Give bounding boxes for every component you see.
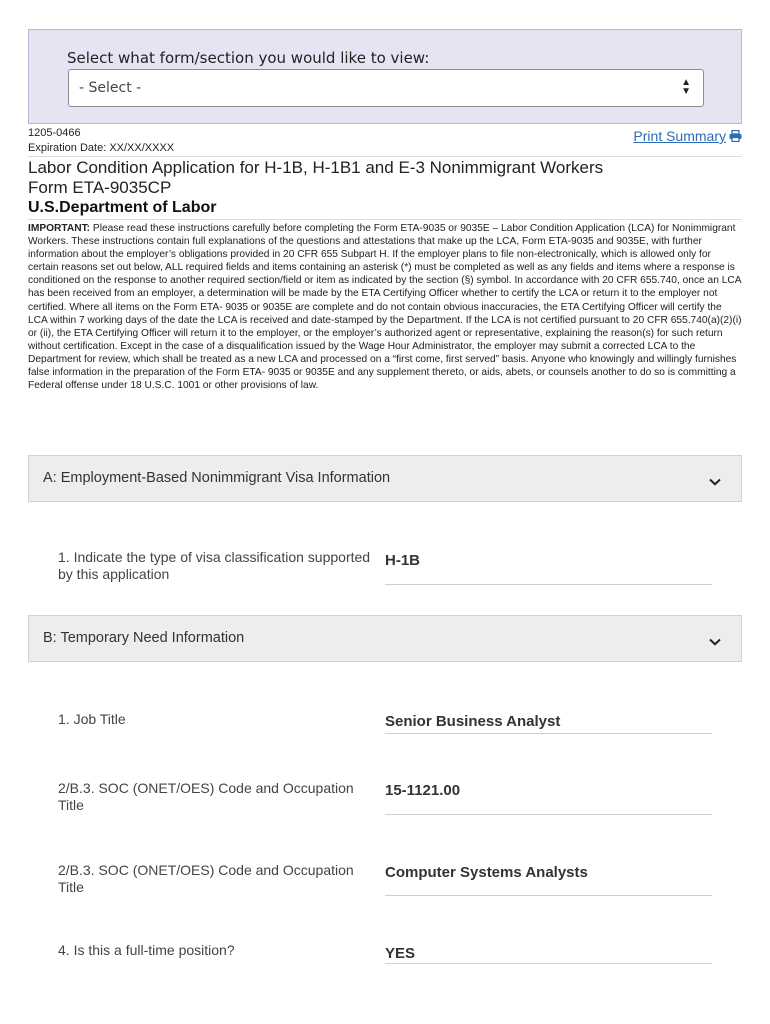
field-underline bbox=[385, 584, 712, 585]
notice-text: Please read these instructions carefully before completing the Form ETA-9035 or 9035E – Labor Condition Application (LCA) for Nonimmigrant Workers. These instructions contain full explanations of the questions and attestations that make up the LCA, Form ETA-9035 and 9035E, with further information about the employer’s obligations provided in 20 CFR 655 Subpart H. If the employer plans to file non-electronically, which is allowed only for certain reasons set out below, ALL required fields and items containing an asterisk (*) must be completed as well as any fields and items where a response is conditioned on the response to another required section/field or item as indicated by the section (§) symbol. In accordance with 20 CFR 655.740, once an LCA has been received from an employer, a determination will be made by the ETA Certifying Officer whether to certify the LCA or return it to the employer not certified. Where all items on the Form ETA- 9035 or 9035E are complete and do not contain obvious inaccuracies, the ETA Certifying Officer will certify the LCA within 7 working days of the date the LCA is received and date-stamped by the Department. If the LCA is not certified pursuant to 20 CFR 655.740(a)(2)(i) or (ii), the ETA Certifying Officer will return it to the employer, or the employer’s authorized agent or representative, explaining the reason(s) for such return without certification. Except in the case of a disqualification issued by the Wage Hour Administrator, the employer may submit a corrected LCA to the Department for review, which shall be treated as a new LCA and processed on a “first come, first served” basis. Anyone who knowingly and willingly furnishes false information in the preparation of the Form ETA- 9035 or 9035E and any supplement thereto, or aids, abets, or counsels another to do so is committing a Federal offense under 18 U.S.C. 1001 or other provisions of law. bbox=[28, 223, 742, 392]
field-value: YES bbox=[385, 945, 416, 962]
notice-lead: IMPORTANT: bbox=[28, 223, 91, 234]
field-value: H-1B bbox=[385, 552, 421, 569]
section-b-header[interactable] bbox=[28, 615, 742, 662]
omb-number: 1205-0466 bbox=[28, 127, 81, 139]
field-label: 2/B.3. SOC (ONET/OES) Code and Occupation Title bbox=[58, 780, 354, 813]
form-title: Labor Condition Application for H-1B, H-1B1 and E-3 Nonimmigrant Workers bbox=[28, 158, 604, 177]
field-underline bbox=[385, 814, 712, 815]
divider bbox=[28, 219, 742, 220]
chevron-down-icon bbox=[709, 633, 721, 651]
form-subtitle: Form ETA-9035CP bbox=[28, 178, 172, 197]
print-summary-link[interactable] bbox=[633, 128, 742, 145]
field-label: 1. Job Title bbox=[58, 711, 126, 727]
section-a-header[interactable] bbox=[28, 455, 742, 502]
field-label: 2/B.3. SOC (ONET/OES) Code and Occupation Title bbox=[58, 862, 354, 895]
select-value: - Select - bbox=[79, 80, 142, 96]
field-value: Senior Business Analyst bbox=[385, 713, 561, 730]
department-name: U.S.Department of Labor bbox=[28, 199, 217, 216]
field-value: 15-1121.00 bbox=[385, 782, 461, 799]
field-value: Computer Systems Analysts bbox=[385, 864, 588, 881]
print-summary-label: Print Summary bbox=[633, 128, 726, 144]
divider bbox=[28, 156, 742, 157]
section-select[interactable] bbox=[68, 69, 704, 107]
section-a-title: A: Employment-Based Nonimmigrant Visa Information bbox=[43, 470, 391, 486]
section-b-title: B: Temporary Need Information bbox=[43, 630, 245, 646]
chevron-down-icon bbox=[709, 473, 721, 491]
field-underline bbox=[385, 895, 712, 896]
section-selector-panel bbox=[28, 29, 742, 124]
field-label: 1. Indicate the type of visa classification supported by this application bbox=[58, 549, 371, 582]
field-label: 4. Is this a full-time position? bbox=[58, 942, 235, 958]
important-notice bbox=[28, 222, 742, 392]
field-underline bbox=[385, 733, 712, 734]
expiration-date: Expiration Date: XX/XX/XXXX bbox=[28, 142, 175, 154]
printer-icon bbox=[729, 129, 742, 145]
field-underline bbox=[385, 963, 712, 964]
up-down-caret-icon: ▲ ▼ bbox=[681, 77, 691, 97]
selector-label: Select what form/section you would like to view: bbox=[67, 49, 430, 67]
